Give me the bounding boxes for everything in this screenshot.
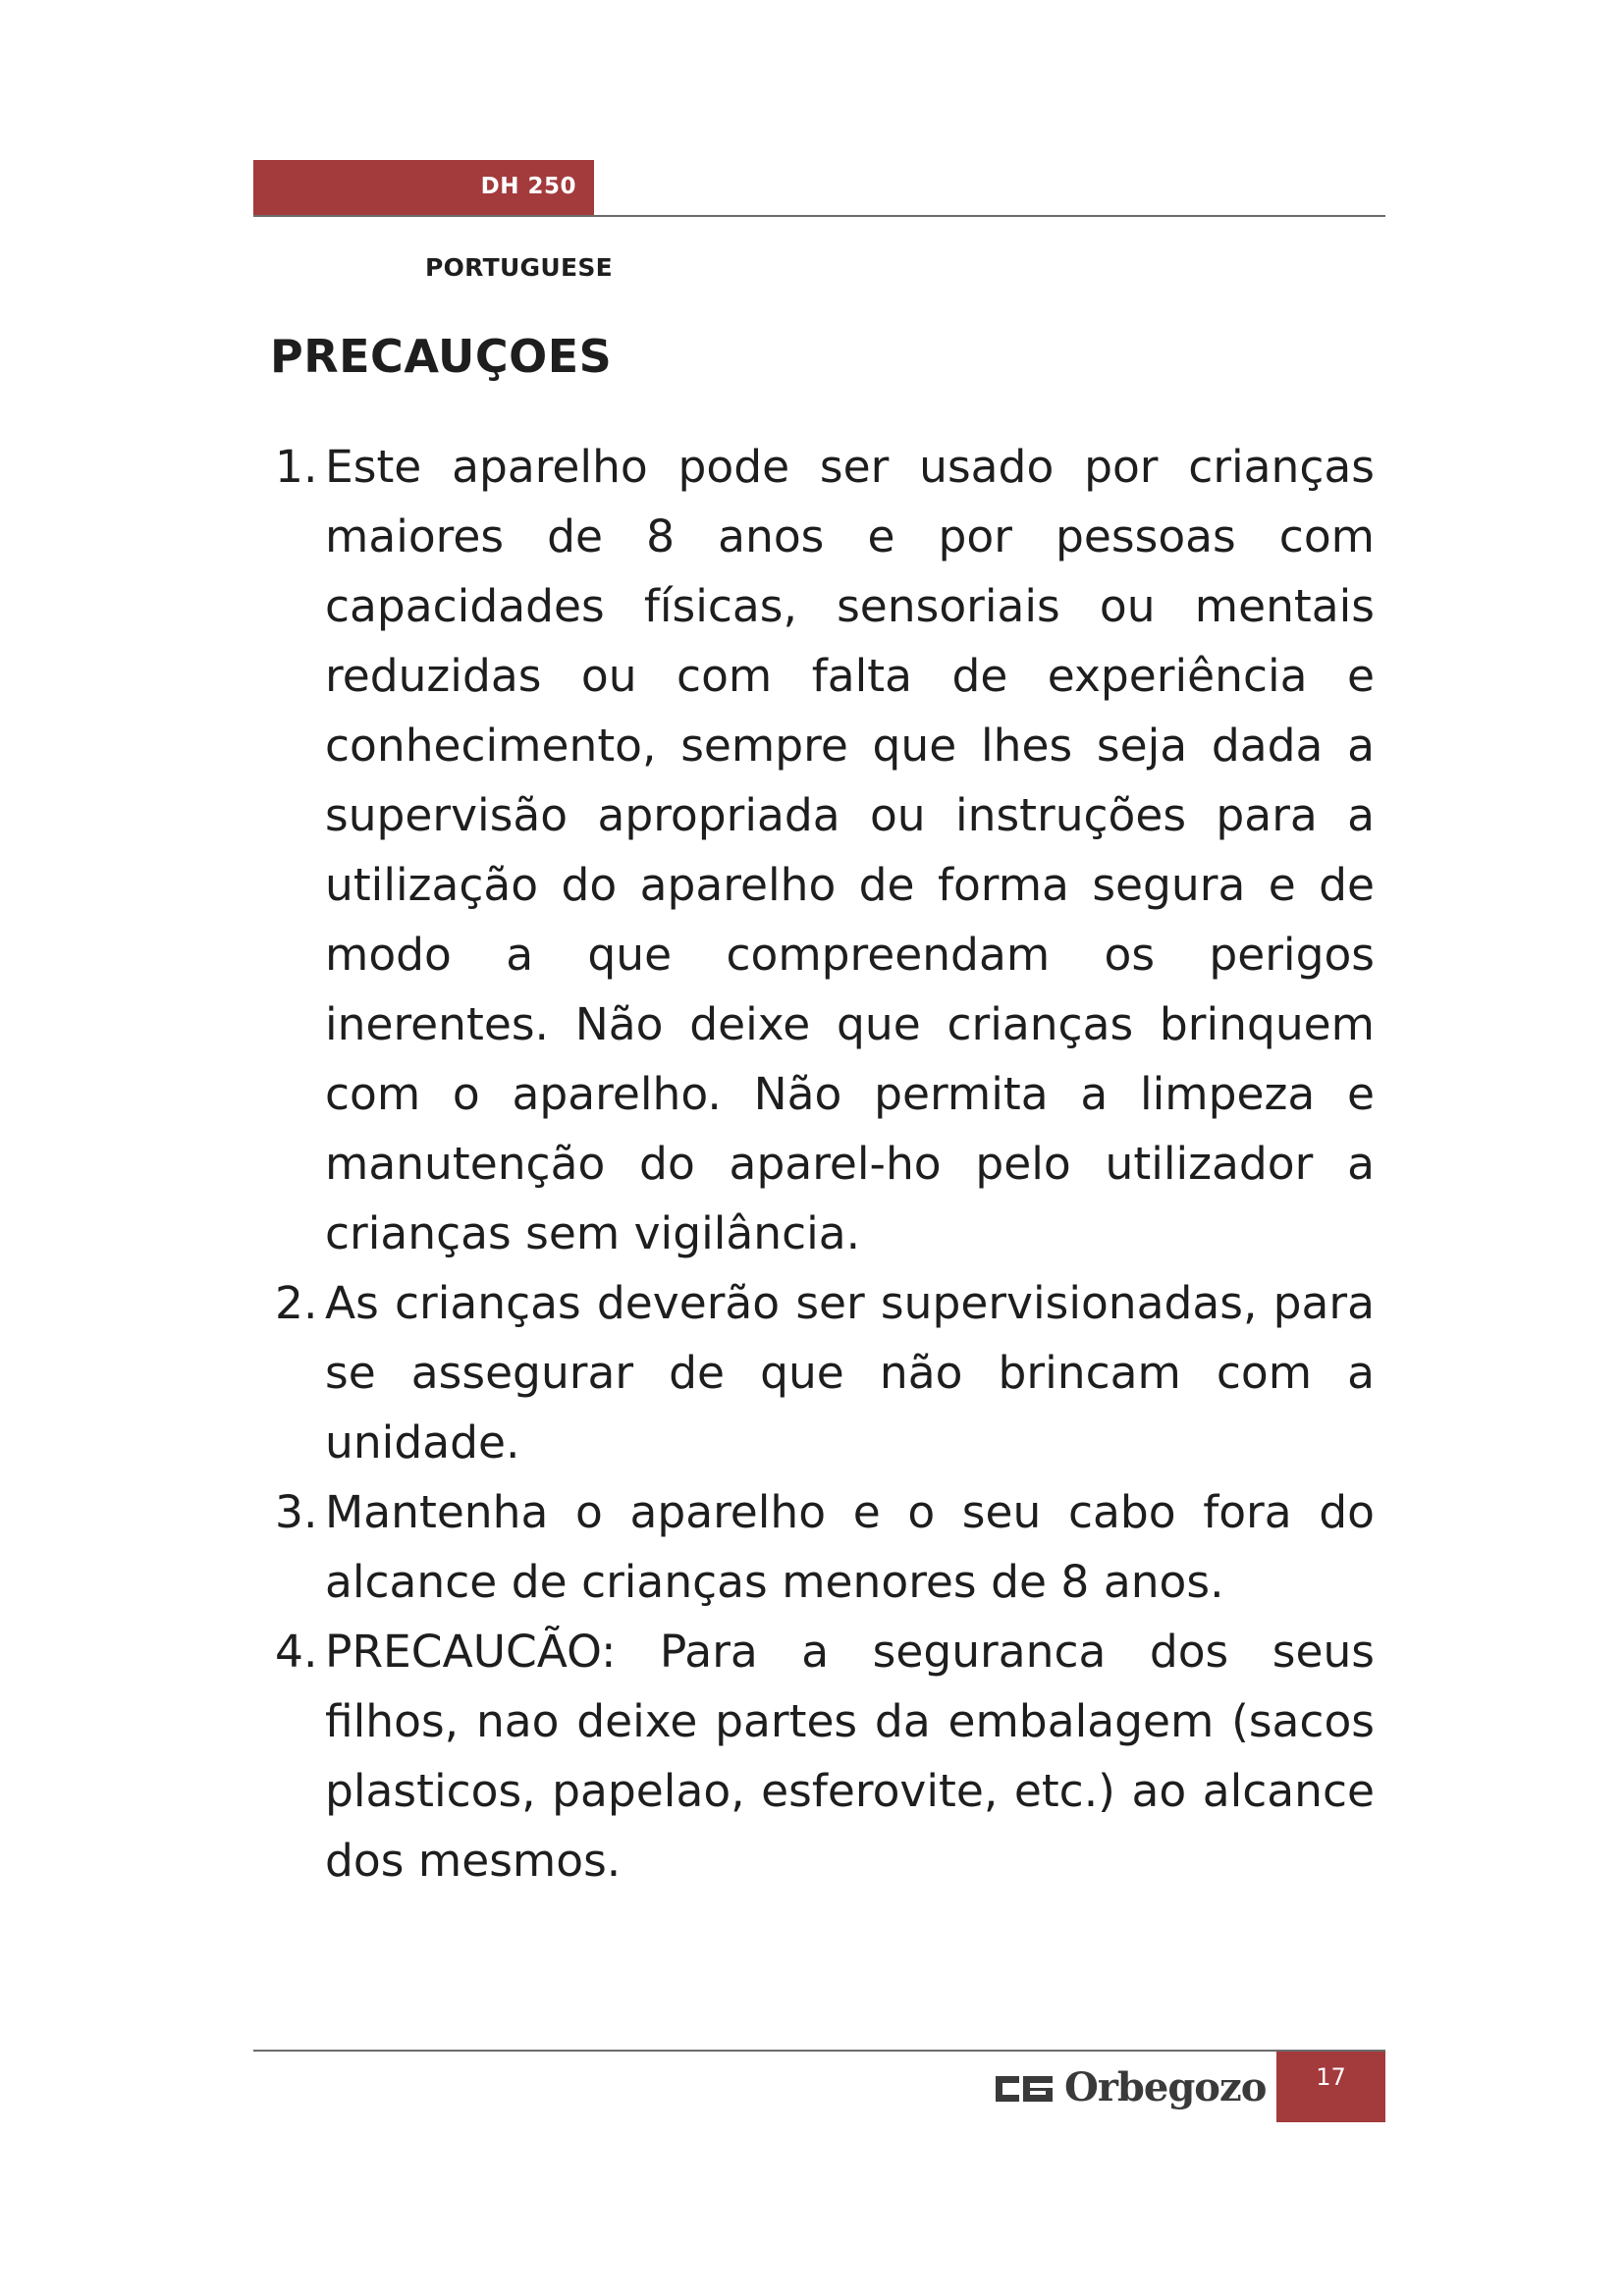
brand-mark-icon: [994, 2072, 1055, 2104]
model-tab: [253, 160, 594, 215]
footer-divider: [253, 2050, 1385, 2052]
page-number-box: [1276, 2052, 1385, 2122]
list-item: [275, 1268, 1375, 1477]
item-number: 4.: [275, 1626, 318, 1678]
item-text: As crianças deverão ser supervisionadas, para se assegurar de que não brincam com a unidade.: [325, 1277, 1375, 1468]
list-item: [275, 1477, 1375, 1617]
page-number: 17: [1316, 2063, 1346, 2091]
language-label: PORTUGUESE: [425, 253, 614, 282]
item-number: 2.: [275, 1277, 318, 1329]
model-label: DH 250: [480, 174, 576, 199]
list-item: [275, 1617, 1375, 1896]
item-number: 1.: [275, 441, 318, 493]
precautions-list: [275, 432, 1375, 1896]
list-item: [275, 432, 1375, 1268]
brand-name: Orbegozo: [1064, 2064, 1267, 2110]
item-text: Mantenha o aparelho e o seu cabo fora do alcance de crianças menores de 8 anos.: [325, 1486, 1375, 1608]
item-text: Este aparelho pode ser usado por crianças maiores de 8 anos e por pessoas com capacidades físicas, sensoriais ou mentais reduzidas ou com falta de experiência e conhecimento, sempre que lhes seja dada a supervisão apropriada ou instruções para a utilização do aparelho de forma segura e de modo a que compreendam os perigos inerentes. Não deixe que crianças brinquem com o aparelho. Não permita a limpeza e manutenção do aparel-ho pelo utilizador a crianças sem vigilância.: [325, 441, 1375, 1259]
section-title: PRECAUÇOES: [270, 330, 613, 383]
brand-logo: [994, 2064, 1267, 2110]
item-number: 3.: [275, 1486, 318, 1538]
header-divider: [253, 215, 1385, 217]
item-text: PRECAUCÃO: Para a seguranca dos seus filhos, nao deixe partes da embalagem (sacos plasticos, papelao, esferovite, etc.) ao alcance dos mesmos.: [325, 1626, 1375, 1887]
